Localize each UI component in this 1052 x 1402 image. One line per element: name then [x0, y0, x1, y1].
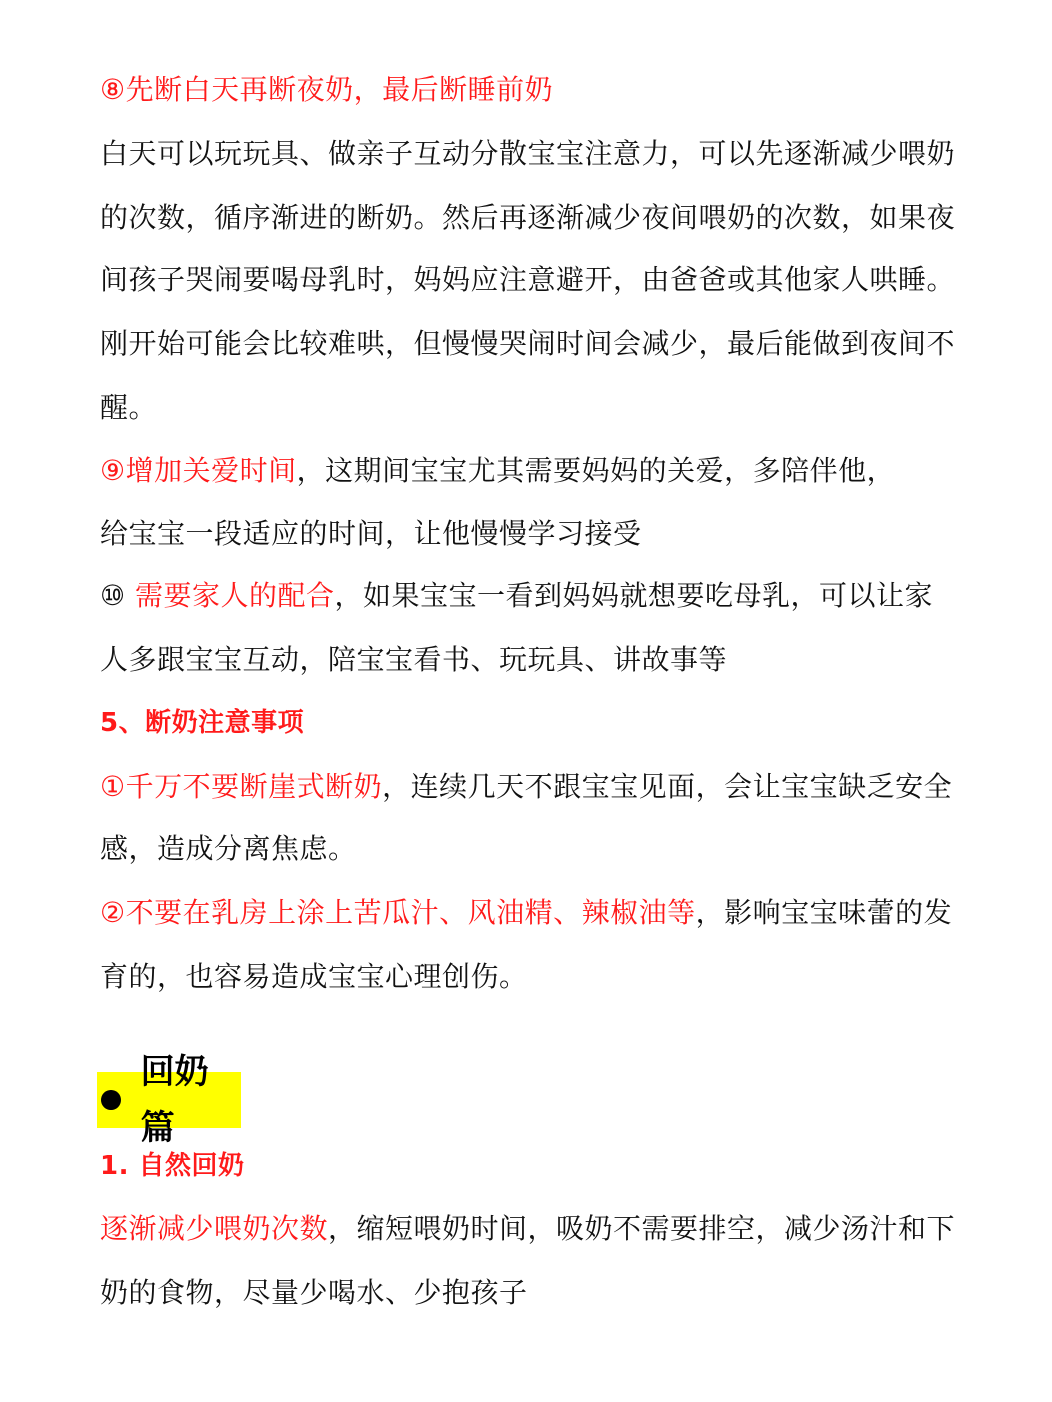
tip-10-line-2: 人多跟宝宝互动，陪宝宝看书、玩玩具、讲故事等: [100, 643, 728, 676]
note-1-highlight: ①千万不要断崖式断奶: [100, 770, 383, 803]
tip-9-line-1: [100, 451, 960, 491]
note-2-text: ，影响宝宝味蕾的发: [695, 896, 953, 929]
note-1-line-1: [100, 767, 960, 807]
tip-10-line-1: [100, 576, 960, 616]
tip-8-line-4: 刚开始可能会比较难哄，但慢慢哭闹时间会减少，最后能做到夜间不: [100, 327, 956, 360]
method-1-line-2: 奶的食物，尽量少喝水、少抱孩子: [100, 1276, 528, 1309]
tip-8-line-3: 间孩子哭闹要喝母乳时，妈妈应注意避开，由爸爸或其他家人哄睡。: [100, 263, 956, 296]
method-1-line-1: [100, 1209, 960, 1249]
tip-9-line-2: 给宝宝一段适应的时间，让他慢慢学习接受: [100, 517, 642, 550]
bullet-icon: [101, 1090, 121, 1110]
note-1-text: ，连续几天不跟宝宝见面，会让宝宝缺乏安全: [382, 770, 953, 803]
note-1-line-2: 感，造成分离焦虑。: [100, 832, 357, 865]
chapter-heading: [97, 1052, 241, 1148]
note-2-highlight: ②不要在乳房上涂上苦瓜汁、风油精、辣椒油等: [100, 896, 696, 929]
tip-10-number: ⑩: [100, 579, 126, 612]
tip-8-line-5: 醒。: [100, 391, 158, 424]
tip-8-line-1: 白天可以玩玩具、做亲子互动分散宝宝注意力，可以先逐渐减少喂奶: [100, 137, 956, 170]
tip-9-text: ，这期间宝宝尤其需要妈妈的关爱，多陪伴他，: [296, 454, 896, 487]
chapter-title: 回奶篇: [140, 1052, 209, 1148]
note-2-line-1: [100, 893, 960, 933]
section-5-title: 5、断奶注意事项: [100, 708, 305, 738]
method-1-text: ，缩短喂奶时间，吸奶不需要排空，减少汤汁和下: [328, 1212, 956, 1245]
tip-10-text: ，如果宝宝一看到妈妈就想要吃母乳，可以让家: [334, 579, 934, 612]
tip-9-highlight: ⑨增加关爱时间: [100, 454, 297, 487]
tip-8-heading: ⑧先断白天再断夜奶，最后断睡前奶: [100, 73, 554, 106]
tip-8-line-2: 的次数，循序渐进的断奶。然后再逐渐减少夜间喂奶的次数，如果夜: [100, 201, 956, 234]
tip-10-highlight: 需要家人的配合: [135, 579, 335, 612]
note-2-line-2: 育的，也容易造成宝宝心理创伤。: [100, 960, 528, 993]
method-1-highlight: 逐渐减少喂奶次数: [100, 1212, 329, 1245]
subsection-1-title: 1. 自然回奶: [100, 1151, 245, 1181]
